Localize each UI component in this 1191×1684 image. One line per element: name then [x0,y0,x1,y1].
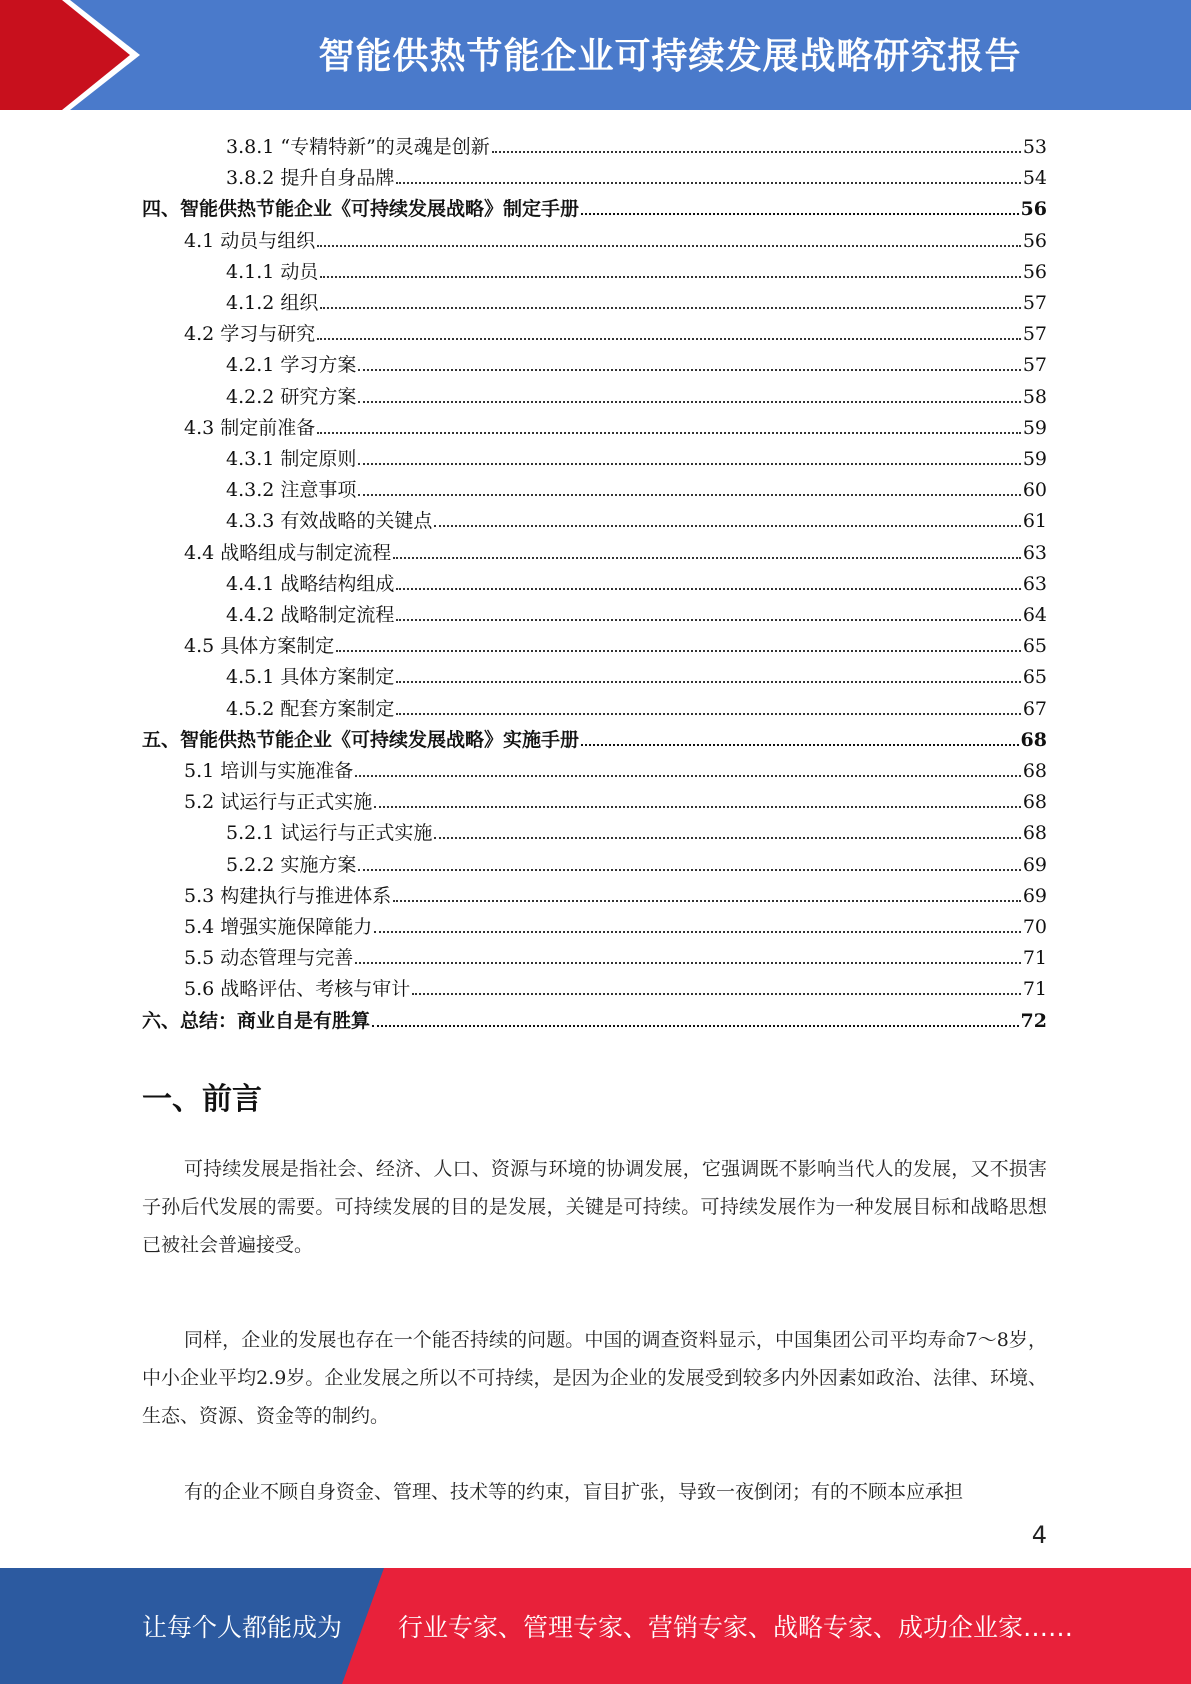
toc-entry-page: 63 [1022,572,1047,595]
toc-leader-dots [434,525,1020,527]
toc-entry-title: 六、总结：商业自是有胜算 [142,1009,371,1032]
toc-entry-title: 4.5 具体方案制定 [184,635,335,658]
toc-entry[interactable] [226,565,1047,596]
toc-entry-page: 59 [1022,416,1047,439]
toc-entry[interactable] [226,846,1047,877]
toc-leader-dots [355,775,1021,777]
toc-entry[interactable] [184,534,1047,565]
toc-entry-title: 4.4.2 战略制定流程 [226,604,395,626]
toc-entry-title: 5.6 战略评估、考核与审计 [184,978,411,1001]
toc-entry[interactable] [226,253,1047,284]
toc-entry-title: 3.8.1 “专精特新”的灵魂是创新 [226,136,490,158]
toc-entry-title: 5.2.2 实施方案 [226,853,357,876]
toc-entry-title: 4.4 战略组成与制定流程 [184,541,392,564]
toc-entry[interactable] [226,471,1047,502]
toc-entry-page: 64 [1022,604,1047,626]
toc-entry[interactable] [226,284,1047,315]
toc-entry-page: 68 [1020,728,1047,751]
toc-leader-dots [492,151,1021,153]
toc-entry[interactable] [226,346,1047,377]
toc-entry-title: 4.1 动员与组织 [184,229,316,252]
page-number: 4 [1031,1521,1047,1549]
toc-entry-title: 4.2 学习与研究 [184,323,316,346]
toc-entry-page: 56 [1022,260,1047,283]
page-footer [0,1568,1191,1684]
toc-entry-page: 54 [1022,167,1047,190]
toc-entry[interactable] [226,128,1047,159]
toc-entry-title: 4.3.3 有效战略的关键点 [226,510,433,533]
toc-entry-page: 67 [1022,697,1047,720]
toc-leader-dots [581,744,1019,746]
toc-entry[interactable] [226,502,1047,533]
toc-entry-page: 68 [1022,760,1047,782]
toc-entry-page: 72 [1020,1009,1047,1032]
toc-entry-title: 4.1.2 组织 [226,292,319,314]
toc-entry-title: 5.2 试运行与正式实施 [184,791,373,814]
toc-leader-dots [412,993,1021,995]
toc-entry[interactable] [184,908,1047,939]
toc-entry-page: 69 [1022,884,1047,907]
toc-entry-title: 4.4.1 战略结构组成 [226,572,395,595]
toc-entry[interactable] [184,315,1047,346]
toc-leader-dots [358,369,1020,371]
toc-leader-dots [396,713,1020,715]
toc-entry-title: 五、智能供热节能企业《可持续发展战略》实施手册 [142,728,580,751]
paragraph-3: 有的企业不顾自身资金、管理、技术等的约束，盲目扩张，导致一夜倒闭；有的不顾本应承担 [184,1481,964,1503]
toc-entry-page: 59 [1022,448,1047,470]
page-header [0,0,1191,110]
toc-entry-page: 68 [1022,822,1047,845]
toc-entry-page: 70 [1022,916,1047,938]
toc-entry-title: 5.2.1 试运行与正式实施 [226,822,433,845]
toc-entry-page: 57 [1022,323,1047,346]
toc-entry-page: 71 [1022,947,1047,970]
toc-leader-dots [320,307,1020,309]
toc-leader-dots [336,650,1021,652]
toc-entry-title: 4.1.1 动员 [226,260,319,283]
toc-leader-dots [372,1025,1019,1027]
section-heading: 一、前言 [142,1082,262,1117]
toc-entry-title: 4.5.2 配套方案制定 [226,697,395,720]
toc-entry[interactable] [184,877,1047,908]
toc-leader-dots [358,401,1020,403]
toc-entry-page: 53 [1022,136,1047,158]
toc-entry-title: 4.5.1 具体方案制定 [226,666,395,689]
toc-leader-dots [317,245,1021,247]
toc-leader-dots [358,494,1020,496]
toc-entry-page: 61 [1022,510,1047,533]
toc-entry-page: 68 [1022,791,1047,814]
toc-entry-page: 65 [1022,666,1047,689]
paragraph-2: 同样，企业的发展也存在一个能否持续的问题。中国的调查资料显示，中国集团公司平均寿命7～8岁，中小企业平均2.9岁。企业发展之所以不可持续，是因为企业的发展受到较多内外因素如政治、法律、环境、生态、资源、资金等的制约。 [142,1329,1047,1427]
toc-entry[interactable] [184,409,1047,440]
toc-entry-title: 4.3.2 注意事项 [226,479,357,502]
toc-entry-page: 56 [1020,198,1047,221]
toc-entry[interactable] [226,814,1047,845]
toc-entry-title: 5.1 培训与实施准备 [184,760,354,782]
paragraph-1: 可持续发展是指社会、经济、人口、资源与环境的协调发展，它强调既不影响当代人的发展，又不损害子孙后代发展的需要。可持续发展的目的是发展，关键是可持续。可持续发展作为一种发展目标和战略思想已被社会普遍接受。 [142,1158,1047,1256]
toc-entry-title: 5.4 增强实施保障能力 [184,916,373,938]
footer-roles: 行业专家、管理专家、营销专家、战略专家、成功企业家…… [398,1613,1074,1642]
toc-entry[interactable] [184,627,1047,658]
header-arrow-icon [0,0,150,110]
toc-entry-page: 69 [1022,853,1047,876]
toc-entry[interactable] [184,970,1047,1001]
toc-leader-dots [374,931,1021,933]
toc-entry-title: 3.8.2 提升自身品牌 [226,167,395,190]
toc-entry[interactable] [142,1002,1047,1033]
toc-entry[interactable] [226,658,1047,689]
toc-entry-page: 58 [1022,385,1047,408]
toc-entry-title: 4.3.1 制定原则 [226,448,357,470]
toc-leader-dots [317,338,1021,340]
toc-leader-dots [396,681,1020,683]
toc-entry[interactable] [184,752,1047,783]
toc-leader-dots [374,806,1021,808]
toc-leader-dots [396,619,1020,621]
toc-entry[interactable] [226,159,1047,190]
toc-entry-title: 4.2.1 学习方案 [226,354,357,377]
toc-leader-dots [393,900,1021,902]
footer-slogan: 让每个人都能成为 [142,1613,343,1642]
toc-entry-title: 四、智能供热节能企业《可持续发展战略》制定手册 [142,198,580,221]
toc-leader-dots [320,276,1020,278]
toc-leader-dots [355,962,1021,964]
toc-entry[interactable] [184,783,1047,814]
toc-leader-dots [393,557,1021,559]
toc-entry[interactable] [184,222,1047,253]
toc-entry-title: 5.3 构建执行与推进体系 [184,884,392,907]
toc-entry-page: 71 [1022,978,1047,1001]
toc-entry[interactable] [226,690,1047,721]
toc-entry[interactable] [226,378,1047,409]
toc-leader-dots [434,837,1020,839]
toc-entry[interactable] [226,596,1047,627]
toc-entry[interactable] [226,440,1047,471]
toc-entry-title: 4.2.2 研究方案 [226,385,357,408]
toc-entry-page: 57 [1022,354,1047,377]
toc-leader-dots [581,213,1019,215]
toc-leader-dots [317,432,1021,434]
toc-entry-page: 60 [1022,479,1047,502]
report-title: 智能供热节能企业可持续发展战略研究报告 [318,36,1022,77]
toc-leader-dots [396,588,1020,590]
toc-leader-dots [358,463,1020,465]
toc-entry[interactable] [142,190,1047,221]
toc-entry-page: 57 [1022,292,1047,314]
toc-entry-page: 63 [1022,541,1047,564]
toc-entry-title: 5.5 动态管理与完善 [184,947,354,970]
toc-entry-page: 65 [1022,635,1047,658]
toc-leader-dots [396,182,1020,184]
toc-entry-title: 4.3 制定前准备 [184,416,316,439]
toc-leader-dots [358,869,1020,871]
toc-entry[interactable] [142,721,1047,752]
toc-entry-page: 56 [1022,229,1047,252]
toc-entry[interactable] [184,939,1047,970]
